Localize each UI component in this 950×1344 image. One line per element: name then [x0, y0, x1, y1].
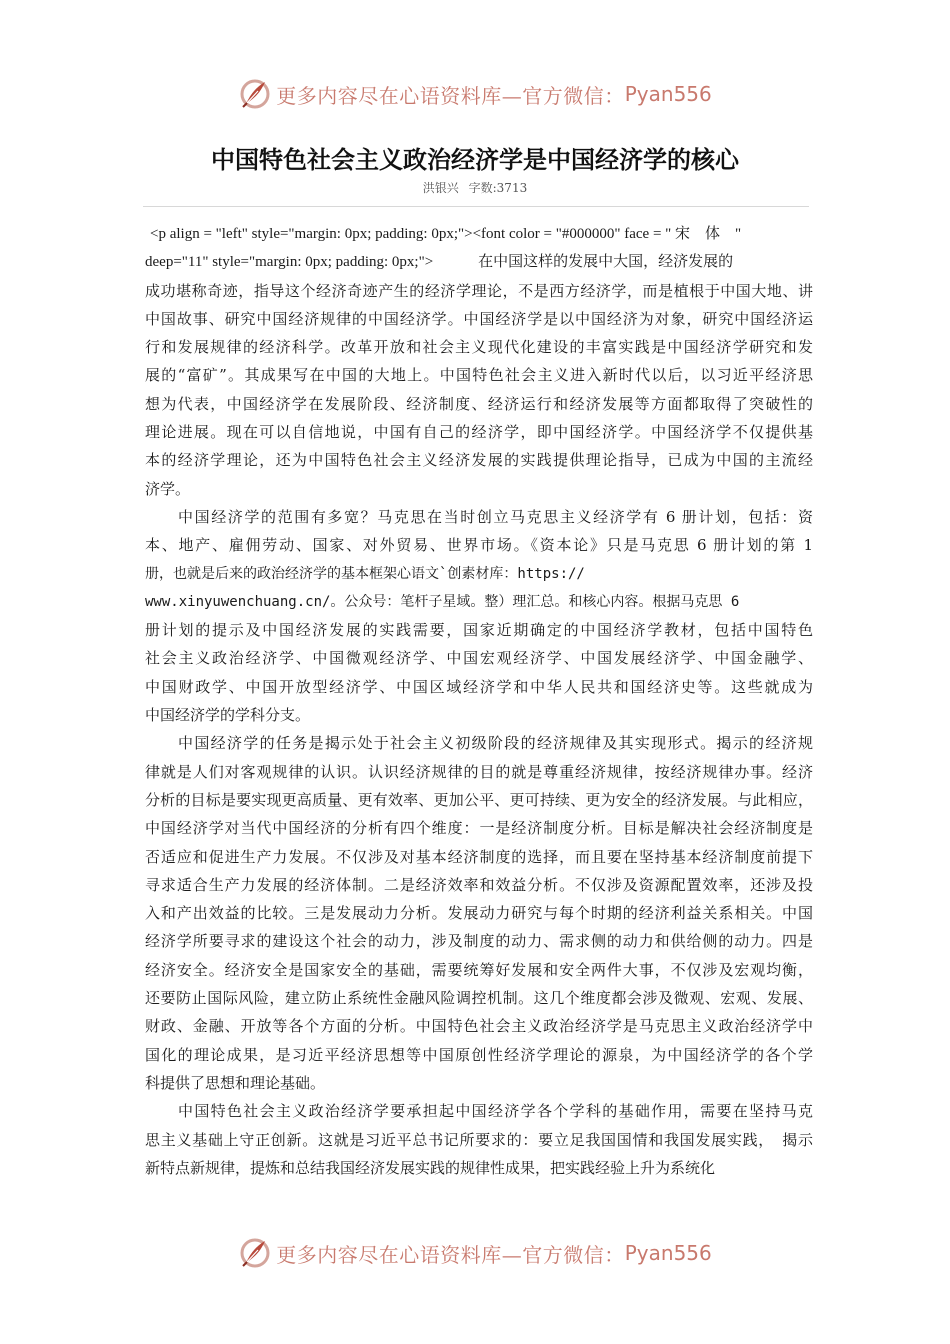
article-title: 中国特色社会主义政治经济学是中国经济学的核心: [211, 146, 739, 174]
body-line: 成功堪称奇迹，指导这个经济奇迹产生的经济学理论，不是西方经济学，而是植根于中国大地、讲: [145, 281, 813, 300]
quill-logo-icon: [238, 77, 272, 111]
body-line: 中国财政学、中国开放型经济学、中国区域经济学和中华人民共和国经济史等。这些就成为: [145, 677, 813, 696]
body-line: 想为代表，中国经济学在发展阶段、经济制度、经济运行和经济发展等方面都取得了突破性的: [145, 394, 813, 413]
title-divider: [143, 206, 809, 207]
body-line: 还要防止国际风险，建立防止系统性金融风险调控机制。这几个维度都会涉及微观、宏观、发展、: [145, 989, 813, 1008]
body-line: 中国经济学的学科分支。: [145, 706, 311, 725]
watermark-banner-bottom: [0, 1233, 950, 1273]
author: 洪银兴: [422, 181, 459, 195]
body-line: 中国故事、研究中国经济规律的中国经济学。中国经济学是以中国经济为对象，研究中国经济运: [145, 309, 813, 328]
body-line: 新特点新规律，提炼和总结我国经济发展实践的规律性成果，把实践经验上升为系统化: [145, 1158, 716, 1177]
article-body: [145, 220, 813, 1182]
watermark-wechat-id: Pyan556: [624, 82, 712, 106]
body-line: 国化的理论成果，是习近平经济思想等中国原创性经济学理论的源泉，为中国经济学的各个学: [145, 1045, 813, 1064]
body-line: 思主义基础上守正创新。这就是习近平总书记所要求的：要立足我国国情和我国发展实践， 揭示: [145, 1130, 813, 1149]
body-line: 本的经济学理论，还为中国特色社会主义经济发展的实践提供理论指导，已成为中国的主流经: [145, 451, 813, 470]
body-line: 入和产出效益的比较。三是发展动力分析。发展动力研究与每个时期的经济利益关系相关。中国: [145, 904, 813, 923]
body-line: 律就是人们对客观规律的认识。认识经济规律的目的就是尊重经济规律，按经济规律办事。经济: [145, 762, 813, 781]
body-line: www.xinyuwenchuang.cn/。公众号：笔杆子星域。整）理汇总。和核心内容。根据马克思 6: [145, 593, 740, 610]
body-line: 理论进展。现在可以自信地说，中国有自己的经济学，即中国经济学。中国经济学不仅提供基: [145, 423, 813, 442]
body-line: 否适应和促进生产力发展。不仅涉及对基本经济制度的选择，而且要在坚持基本经济制度前提下: [145, 847, 813, 866]
body-line: 经济安全。经济安全是国家安全的基础，需要统筹好发展和安全两件大事，不仅涉及宏观均衡，: [145, 960, 813, 979]
body-line: 分析的目标是要实现更高质量、更有效率、更加公平、更可持续、更为安全的经济发展。与此相应，: [145, 790, 813, 809]
body-line: 中国经济学的范围有多宽？马克思在当时创立马克思主义经济学有 6 册计划，包括：资: [178, 507, 813, 526]
word-count: 字数:3713: [468, 181, 528, 195]
body-line: 行和发展规律的经济科学。改革开放和社会主义现代化建设的丰富实践是中国经济学研究和发: [145, 338, 813, 357]
body-line: 济学。: [145, 479, 191, 498]
body-line: 社会主义政治经济学、中国微观经济学、中国宏观经济学、中国发展经济学、中国金融学、: [145, 649, 813, 668]
body-line: deep="11" style="margin: 0px; padding: 0px;"> 在中国这样的发展中大国，经济发展的: [145, 254, 734, 271]
body-line: 中国经济学对当代中国经济的分析有四个维度：一是经济制度分析。目标是解决社会经济制度是: [145, 819, 813, 838]
article-meta: [0, 179, 950, 196]
watermark-banner-top: [0, 74, 950, 114]
body-line: 展的“富矿”。其成果写在中国的大地上。中国特色社会主义进入新时代以后，以习近平经济思: [145, 366, 813, 385]
watermark-text: 更多内容尽在心语资料库—官方微信：: [276, 1242, 625, 1267]
body-line: 科提供了思想和理论基础。: [145, 1073, 326, 1092]
body-line: <p align = "left" style="margin: 0px; padding: 0px;"><font color = "#000000" face = " 宋 体 ": [150, 226, 742, 242]
body-line: 册计划的提示及中国经济发展的实践需要，国家近期确定的中国经济学教材，包括中国特色: [145, 621, 813, 640]
quill-logo-icon: [238, 1236, 272, 1270]
body-line: 本、地产、雇佣劳动、国家、对外贸易、世界市场。《资本论》只是马克思 6 册计划的第 1: [145, 536, 813, 555]
body-line: 中国经济学的任务是揭示处于社会主义初级阶段的经济规律及其实现形式。揭示的经济规: [178, 734, 813, 753]
watermark-wechat-id: Pyan556: [624, 1241, 712, 1265]
body-line: 中国特色社会主义政治经济学要承担起中国经济学各个学科的基础作用，需要在坚持马克: [178, 1102, 813, 1121]
watermark-text: 更多内容尽在心语资料库—官方微信：: [276, 83, 625, 108]
body-line: 寻求适合生产力发展的经济体制。二是经济效率和效益分析。不仅涉及资源配置效率，还涉及投: [145, 875, 813, 894]
body-line: 册，也就是后来的政治经济学的基本框架心语文`创素材库：https://: [145, 565, 585, 582]
body-line: 财政、金融、开放等各个方面的分析。中国特色社会主义政治经济学是马克思主义政治经济学中: [145, 1017, 813, 1036]
body-line: 经济学所要寻求的建设这个社会的动力，涉及制度的动力、需求侧的动力和供给侧的动力。四是: [145, 932, 813, 951]
